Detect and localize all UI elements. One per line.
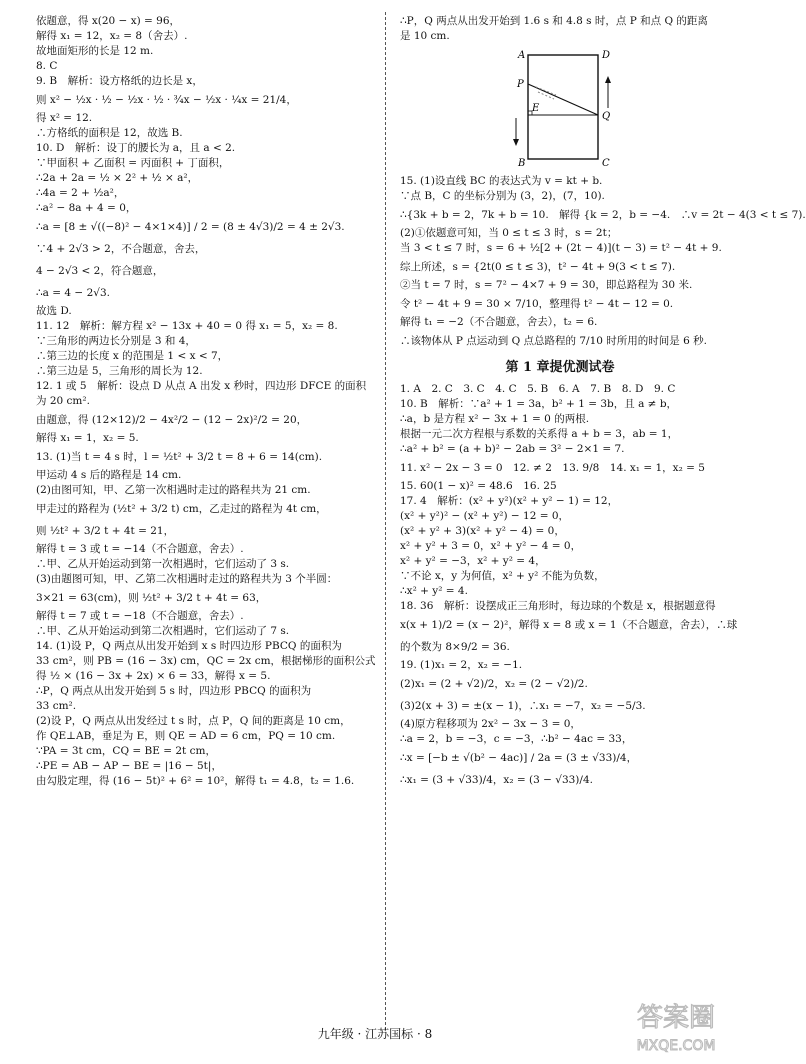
text-line: ∵三角形的两边长分别是 3 和 4， — [36, 335, 196, 347]
text-line: ∴第三边是 5，三角形的周长为 12. — [36, 365, 203, 377]
text-line: ∴a² − 8a + 4 = 0， — [36, 202, 137, 214]
column-divider — [385, 12, 386, 1030]
text-line: ∴{3k + b = 2，7k + b = 10. 解得 {k = 2，b = −4. ∴v = 2t − 4(3 < t ≤ 7). — [400, 209, 806, 221]
label-p: P — [517, 79, 524, 90]
label-a: A — [518, 50, 526, 61]
text-line: 解得 t = 7 或 t = −18（不合题意，舍去）. — [36, 610, 244, 622]
text-line: 3×21 = 63(cm)，则 ½t² + 3/2 t + 4t = 63， — [36, 592, 267, 604]
text-line: ∴a = 2，b = −3，c = −3，∴b² − 4ac = 33， — [400, 733, 633, 745]
text-line: 19. (1)x₁ = 2，x₂ = −1. — [400, 659, 523, 671]
text-line: ∴PE = AB − AP − BE = |16 − 5t|， — [36, 760, 222, 772]
section-title: 第 1 章提优测试卷 — [505, 360, 615, 375]
text-line: 的个数为 8×9/2 = 36. — [400, 641, 510, 653]
text-line: 18. 36 解析：设摆成正三角形时，每边球的个数是 x，根据题意得 — [400, 600, 716, 612]
left-column — [36, 14, 374, 789]
text-line: ∴a，b 是方程 x² − 3x + 1 = 0 的两根. — [400, 413, 590, 425]
text-line: 12. 1 或 5 解析：设点 D 从点 A 出发 x 秒时，四边形 DFCE 的面积 — [36, 380, 367, 392]
watermark-logo — [616, 996, 736, 1056]
text-line: 作 QE⊥AB，垂足为 E，则 QE = AD = 6 cm，PQ = 10 cm. — [36, 730, 336, 742]
text-line: 解得 x₁ = 1，x₂ = 5. — [36, 432, 139, 444]
text-line: 10. D 解析：设丁的腰长为 a，且 a < 2. — [36, 142, 236, 154]
text-line: (2)①依题意可知，当 0 ≤ t ≤ 3 时，s = 2t； — [400, 227, 618, 239]
text-line: (2)由图可知，甲、乙第一次相遇时走过的路程共为 21 cm. — [36, 484, 311, 496]
text-line: x² + y² = −3，x² + y² = 4， — [400, 555, 546, 567]
text-line: 由题意，得 (12×12)/2 − 4x²/2 − (12 − 2x)²/2 = 20， — [36, 414, 308, 426]
text-line: 是 10 cm. — [400, 30, 450, 42]
text-line: ∴a² + b² = (a + b)² − 2ab = 3² − 2×1 = 7. — [400, 443, 625, 455]
text-line: ∴2a + 2a = ½ × 2² + ½ × a²， — [36, 172, 199, 184]
text-line: 得 ½ × (16 − 3x + 2x) × 6 = 33，解得 x = 5. — [36, 670, 271, 682]
text-line: ∴x₁ = (3 + √33)/4，x₂ = (3 − √33)/4. — [400, 774, 593, 786]
text-line: (4)原方程移项为 2x² − 3x − 3 = 0， — [400, 718, 581, 730]
text-line: 令 t² − 4t + 9 = 30 × 7/10，整理得 t² − 4t − 12 = 0. — [400, 298, 674, 310]
text-line: 甲走过的路程为 (½t² + 3/2 t) cm，乙走过的路程为 4t cm， — [36, 503, 327, 515]
text-line: (3)2(x + 3) = ±(x − 1)，∴x₁ = −7，x₂ = −5/3. — [400, 700, 646, 712]
text-line: 根据一元二次方程根与系数的关系得 a + b = 3，ab = 1， — [400, 428, 679, 440]
text-line: 15. 60(1 − x)² = 48.6 16. 25 — [400, 480, 557, 492]
text-line: 由勾股定理，得 (16 − 5t)² + 6² = 10²，解得 t₁ = 4.8，t₂ = 1.6. — [36, 775, 355, 787]
text-line: 8. C — [36, 60, 58, 72]
text-line: ∴P，Q 两点从出发开始到 5 s 时，四边形 PBCQ 的面积为 — [36, 685, 312, 697]
text-line: ∴x² + y² = 4. — [400, 585, 468, 597]
text-line: ∴甲、乙从开始运动到第二次相遇时，它们运动了 7 s. — [36, 625, 290, 637]
text-line: 则 x² − ½x · ½ − ½x · ½ · ¾x − ½x · ¼x = 21/4， — [36, 94, 297, 106]
label-c: C — [602, 158, 610, 169]
text-line: 得 x² = 12. — [36, 112, 93, 124]
text-line: 故选 D. — [36, 305, 72, 317]
svg-text:答案圈: 答案圈 — [636, 1003, 716, 1033]
text-line: ∵点 B，C 的坐标分别为 (3，2)，(7，10). — [400, 190, 605, 202]
text-line: 则 ½t² + 3/2 t + 4t = 21， — [36, 525, 175, 537]
text-line: 13. (1)当 t = 4 s 时，l = ½t² + 3/2 t = 8 + 6 = 14(cm). — [36, 451, 323, 463]
text-line: 15. (1)设直线 BC 的表达式为 v = kt + b. — [400, 175, 603, 187]
arrow-down-head — [513, 139, 519, 146]
text-line: 4 − 2√3 < 2，符合题意， — [36, 265, 164, 277]
label-e: E — [532, 103, 540, 114]
text-line: 为 20 cm². — [36, 395, 90, 407]
text-line: ②当 t = 7 时，s = 7² − 4×7 + 9 = 30，即总路程为 30 米. — [400, 279, 693, 291]
text-line: 综上所述，s = {2t(0 ≤ t ≤ 3)，t² − 4t + 9(3 < t ≤ 7). — [400, 261, 676, 273]
text-line: ∴甲、乙从开始运动到第一次相遇时，它们运动了 3 s. — [36, 558, 290, 570]
text-line: (2)x₁ = (2 + √2)/2，x₂ = (2 − √2)/2. — [400, 678, 588, 690]
text-line: 甲运动 4 s 后的路程是 14 cm. — [36, 469, 182, 481]
text-line: ∵PA = 3t cm，CQ = BE = 2t cm， — [36, 745, 216, 757]
text-line: ∴a = 4 − 2√3. — [36, 287, 110, 299]
text-line: 11. 12 解析：解方程 x² − 13x + 40 = 0 得 x₁ = 5，x₂ = 8. — [36, 320, 338, 332]
text-line: 9. B 解析：设方格纸的边长是 x， — [36, 75, 203, 87]
arrow-up-head — [605, 76, 611, 83]
text-line: (3)由题图可知，甲、乙第二次相遇时走过的路程共为 3 个半圆： — [36, 573, 338, 585]
text-line: (x² + y² + 3)(x² + y² − 4) = 0， — [400, 525, 565, 537]
text-line: 依题意，得 x(20 − x) = 96， — [36, 15, 181, 27]
text-line: x² + y² + 3 = 0，x² + y² − 4 = 0， — [400, 540, 582, 552]
text-line: 33 cm². — [36, 700, 77, 712]
text-line: 解得 x₁ = 12，x₂ = 8（舍去）. — [36, 30, 188, 42]
text-line: ∴4a = 2 + ½a²， — [36, 187, 125, 199]
text-line: 11. x² − 2x − 3 = 0 12. ≠ 2 13. 9/8 14. x₁ = 1，x₂ = 5 — [400, 462, 705, 474]
text-line: ∴a = [8 ± √((−8)² − 4×1×4)] / 2 = (8 ± 4√3)/2 = 4 ± 2√3. — [36, 221, 345, 233]
text-line: ∴x = [−b ± √(b² − 4ac)] / 2a = (3 ± √33)/4， — [400, 752, 638, 764]
text-line: ∵4 + 2√3 > 2，不合题意，舍去， — [36, 243, 206, 255]
label-b: B — [518, 158, 526, 169]
text-line: 10. B 解析：∵a² + 1 = 3a，b² + 1 = 3b，且 a ≠ b， — [400, 398, 678, 410]
text-line: 17. 4 解析：(x² + y²)(x² + y² − 1) = 12， — [400, 495, 619, 507]
text-line: 当 3 < t ≤ 7 时，s = 6 + ½[2 + (2t − 4)](t − 3) = t² − 4t + 9. — [400, 242, 722, 254]
text-line: ∵甲面积 + 乙面积 = 丙面积 + 丁面积， — [36, 157, 230, 169]
right-column — [400, 14, 806, 791]
text-line: 1. A 2. C 3. C 4. C 5. B 6. A 7. B 8. D 9. C — [400, 383, 676, 395]
text-line: 故地面矩形的长是 12 m. — [36, 45, 154, 57]
text-line: (x² + y²)² − (x² + y²) − 12 = 0， — [400, 510, 570, 522]
figure-svg — [496, 48, 676, 169]
text-line: (2)设 P，Q 两点从出发经过 t s 时，点 P，Q 间的距离是 10 cm， — [36, 715, 351, 727]
rectangle-figure — [496, 48, 676, 169]
text-line: ∴P，Q 两点从出发开始到 1.6 s 和 4.8 s 时，点 P 和点 Q 的距离 — [400, 15, 708, 27]
text-line: 33 cm²，则 PB = (16 − 3x) cm，QC = 2x cm，根据梯形的面积公式 — [36, 655, 376, 667]
page-footer: 九年级 · 江苏国标 · 8 — [317, 1027, 433, 1041]
text-line: 解得 t₁ = −2（不合题意，舍去），t₂ = 6. — [400, 316, 598, 328]
text-line: x(x + 1)/2 = (x − 2)²，解得 x = 8 或 x = 1（不合题意，舍去），∴球 — [400, 619, 738, 631]
svg-text:MXQE.COM: MXQE.COM — [636, 1038, 716, 1054]
label-q: Q — [602, 111, 611, 122]
text-line: ∴该物体从 P 点运动到 Q 点总路程的 7/10 时所用的时间是 6 秒. — [400, 335, 707, 347]
label-d: D — [602, 50, 611, 61]
text-line: ∴方格纸的面积是 12，故选 B. — [36, 127, 183, 139]
text-line: ∴第三边的长度 x 的范围是 1 < x < 7， — [36, 350, 229, 362]
text-line: 14. (1)设 P，Q 两点从出发开始到 x s 时四边形 PBCQ 的面积为 — [36, 640, 342, 652]
text-line: 解得 t = 3 或 t = −14（不合题意，舍去）. — [36, 543, 244, 555]
text-line: ∵不论 x，y 为何值，x² + y² 不能为负数， — [400, 570, 605, 582]
